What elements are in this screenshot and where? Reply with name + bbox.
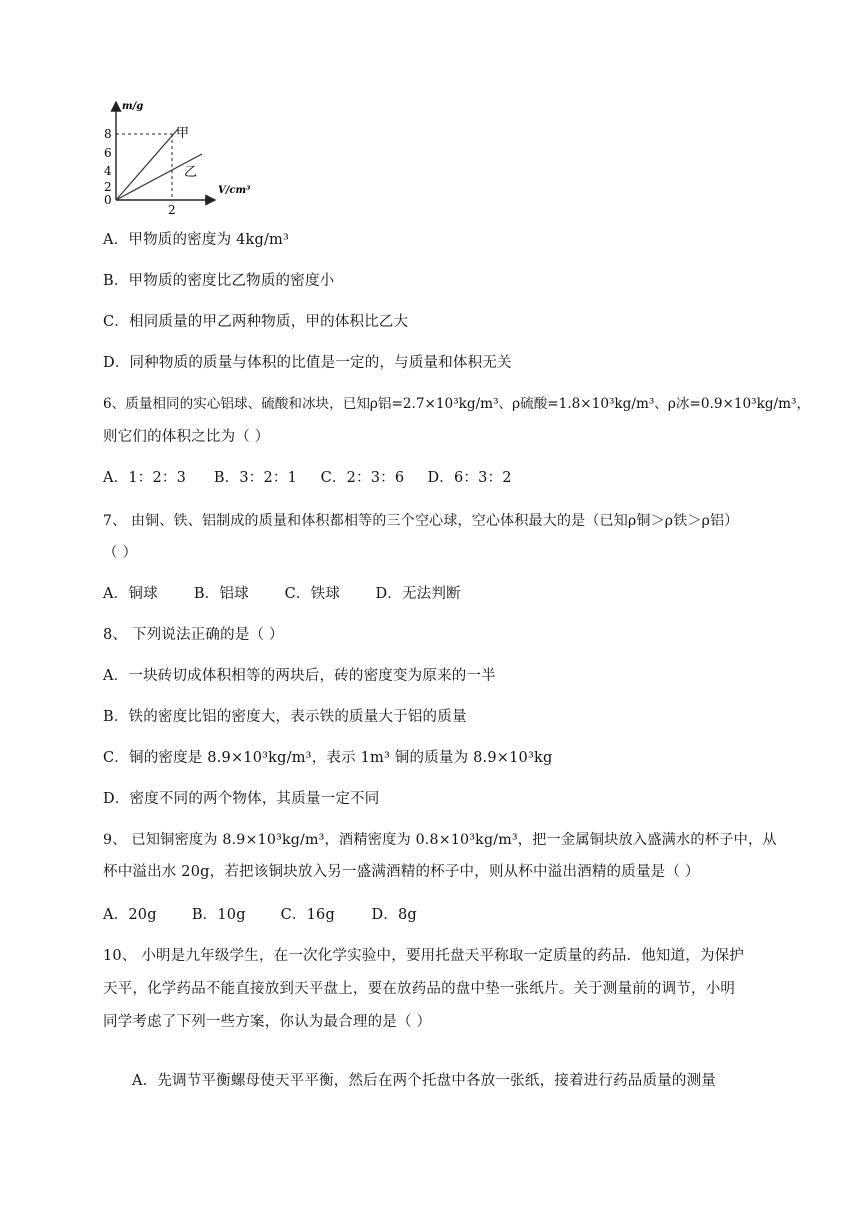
x-axis-label: V/cm³ [218,185,251,196]
q9-stem-line1: 9、 已知铜密度为 8.9×10³kg/m³，酒精密度为 0.8×10³kg/m³，把一金属铜块放入盛满水的杯子中，从 [103,832,777,848]
y-tick-2: 2 [104,180,112,194]
q6-options [103,468,512,488]
q9-option-c: C．16g [280,907,335,923]
q5-option-b: B．甲物质的密度比乙物质的密度小 [103,273,335,289]
q6-stem-line2: 则它们的体积之比为（ ） [103,429,270,445]
y-tick-4: 4 [104,164,112,178]
q5-option-d: D．同种物质的质量与体积的比值是一定的，与质量和体积无关 [103,355,512,371]
q9-options [103,905,417,925]
y-tick-0: 0 [104,193,112,207]
q7-option-a: A．铜球 [103,586,158,602]
q8-option-c: C．铜的密度是 8.9×10³kg/m³，表示 1m³ 铜的质量为 8.9×10³kg [103,750,553,766]
mass-volume-graph [100,92,270,217]
q5-option-a: A．甲物质的密度为 4kg/m³ [103,232,290,248]
q10-stem-line3: 同学考虑了下列一些方案，你认为最合理的是（ ） [103,1014,432,1030]
q8-option-a: A．一块砖切成体积相等的两块后，砖的密度变为原来的一半 [103,668,496,684]
q10-option-a: A．先调节平衡螺母使天平平衡，然后在两个托盘中各放一张纸，接着进行药品质量的测量 [132,1073,716,1089]
q7-stem-line1: 7、 由铜、铁、铝制成的质量和体积都相等的三个空心球，空心体积最大的是（已知ρ铜＞ρ铁＞ρ铝） [103,513,739,529]
y-axis-label: m/g [122,101,144,112]
q7-option-d: D．无法判断 [375,586,461,602]
q6-option-d: D．6：3：2 [427,470,512,486]
q6-option-b: B．3：2：1 [213,470,298,486]
y-tick-6: 6 [104,146,112,160]
q6-option-c: C．2：3：6 [320,470,405,486]
q10-stem-line2: 天平，化学药品不能直接放到天平盘上，要在放药品的盘中垫一张纸片。关于测量前的调节，小明 [103,981,736,997]
q8-option-d: D．密度不同的两个物体，其质量一定不同 [103,791,380,807]
q9-option-d: D．8g [371,907,417,923]
q8-option-b: B．铁的密度比铝的密度大，表示铁的质量大于铝的质量 [103,709,467,725]
x-tick-2: 2 [168,203,176,217]
label-jia: 甲 [176,126,190,141]
q8-stem: 8、 下列说法正确的是（ ） [103,627,284,643]
q6-stem-line1: 6、质量相同的实心铝球、硫酸和冰块，已知ρ铝=2.7×10³kg/m³、ρ硫酸=1.8×10³kg/m³、ρ冰=0.9×10³kg/m³， [103,396,811,412]
q9-stem-line2: 杯中溢出水 20g，若把该铜块放入另一盛满酒精的杯子中，则从杯中溢出酒精的质量是（ ） [103,864,700,880]
q9-option-a: A．20g [103,907,157,923]
q10-stem-line1: 10、 小明是九年级学生，在一次化学实验中，要用托盘天平称取一定质量的药品．他知道，为保护 [103,948,745,964]
q7-option-b: B．铝球 [193,586,249,602]
q6-option-a: A．1：2：3 [103,470,187,486]
y-tick-8: 8 [104,127,112,141]
q7-options [103,584,461,604]
q7-stem-line2: （ ） [103,545,138,561]
q9-option-b: B．10g [191,907,246,923]
q7-option-c: C．铁球 [284,586,341,602]
q5-option-c: C．相同质量的甲乙两种物质，甲的体积比乙大 [103,314,409,330]
line-jia [116,129,178,200]
label-yi: 乙 [184,165,198,180]
